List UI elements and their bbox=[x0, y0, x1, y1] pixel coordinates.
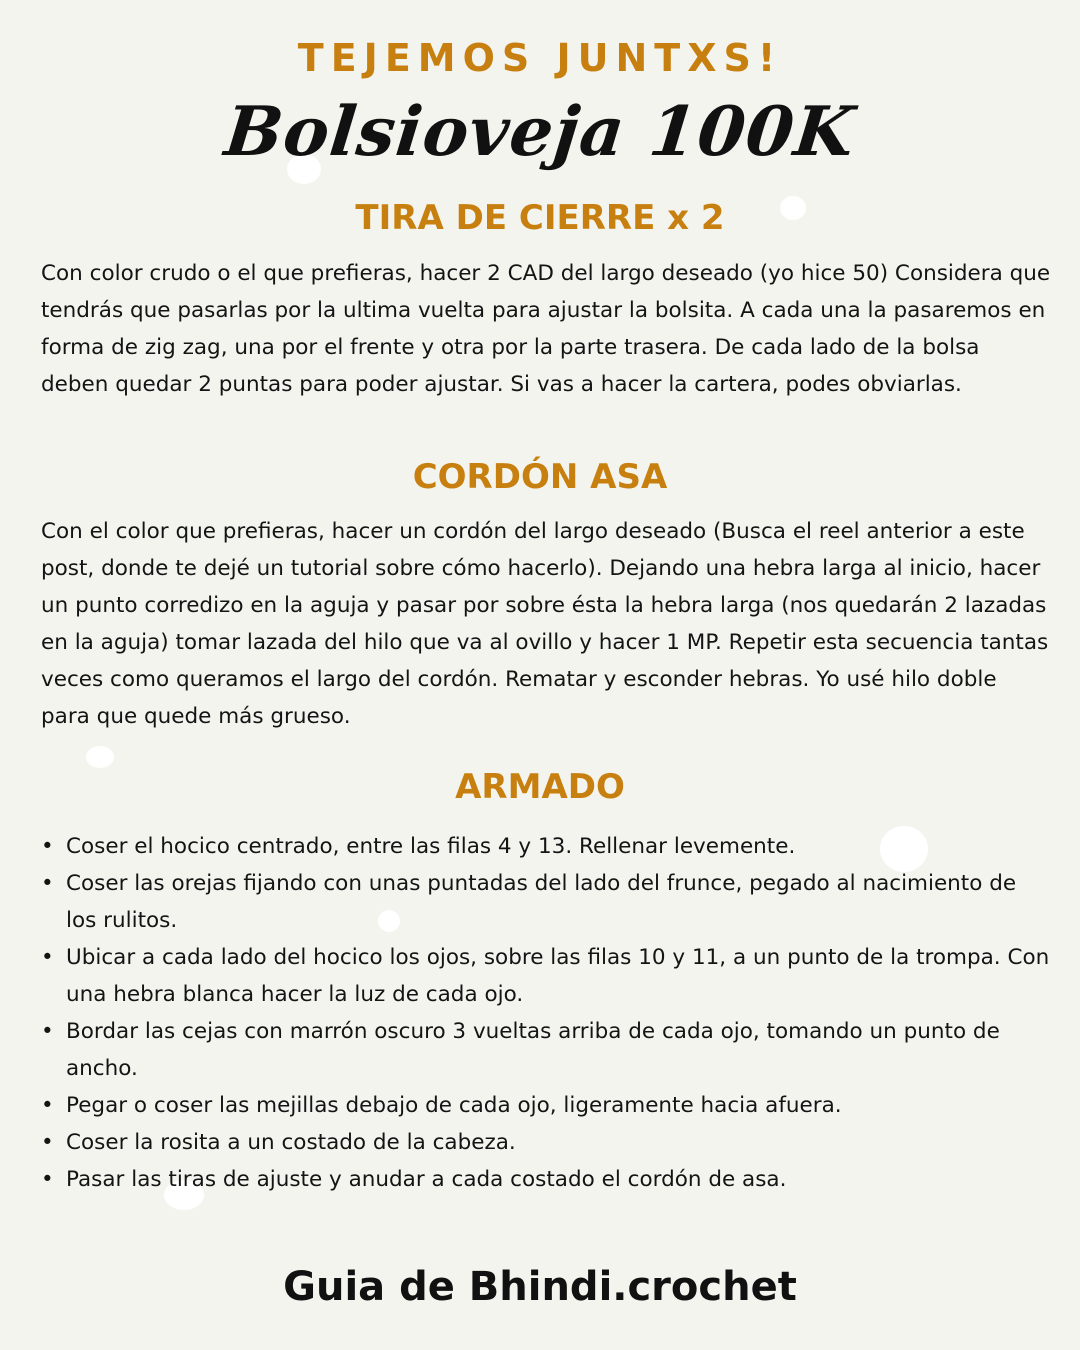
list-item bbox=[41, 828, 1051, 865]
list-item bbox=[41, 939, 1051, 1013]
decorative-dot bbox=[86, 746, 114, 768]
bullet-icon: • bbox=[41, 1130, 54, 1155]
bullet-icon: • bbox=[41, 834, 54, 859]
section-heading-tira: TIRA DE CIERRE x 2 bbox=[355, 198, 725, 238]
kicker-heading: TEJEMOS JUNTXS! bbox=[297, 36, 783, 80]
list-item bbox=[41, 1161, 1051, 1198]
section-heading-cordon: CORDÓN ASA bbox=[412, 457, 668, 497]
bullet-icon: • bbox=[41, 1019, 54, 1044]
list-item bbox=[41, 1124, 1051, 1161]
list-item bbox=[41, 1013, 1051, 1087]
list-item bbox=[41, 1087, 1051, 1124]
list-item-text: Ubicar a cada lado del hocico los ojos, sobre las filas 10 y 11, a un punto de la trompa. Con una hebra blanca hacer la luz de cada ojo. bbox=[66, 945, 1050, 1007]
section-text-cordon: Con el color que prefieras, hacer un cordón del largo deseado (Busca el reel anterior a este post, donde te dejé un tutorial sobre cómo hacerlo). Dejando una hebra larga al inicio, hacer un punto corredizo en la aguja y pasar por sobre ésta la hebra larga (nos quedarán 2 lazadas en la aguja) tomar lazada del hilo que va al ovillo y hacer 1 MP. Repetir esta secuencia tantas veces como queramos el largo del cordón. Rematar y esconder hebras. Yo usé hilo doble para que quede más grueso. bbox=[41, 519, 1049, 729]
list-item-text: Coser las orejas fijando con unas puntadas del lado del frunce, pegado al nacimiento de los rulitos. bbox=[66, 871, 1017, 933]
list-item-text: Pegar o coser las mejillas debajo de cada ojo, ligeramente hacia afuera. bbox=[66, 1093, 842, 1118]
section-heading-armado: ARMADO bbox=[455, 767, 625, 807]
page-title: Bolsioveja 100K bbox=[221, 92, 859, 172]
list-item-text: Coser la rosita a un costado de la cabeza. bbox=[66, 1130, 516, 1155]
list-item-text: Pasar las tiras de ajuste y anudar a cada costado el cordón de asa. bbox=[66, 1167, 787, 1192]
list-item bbox=[41, 865, 1051, 939]
bullet-icon: • bbox=[41, 871, 54, 896]
bullet-icon: • bbox=[41, 945, 54, 970]
assembly-steps-list bbox=[41, 828, 1051, 1198]
section-text-tira: Con color crudo o el que prefieras, hacer 2 CAD del largo deseado (yo hice 50) Considera que tendrás que pasarlas por la ultima vuelta para ajustar la bolsita. A cada una la pasaremos en forma de zig zag, una por el frente y otra por la parte trasera. De cada lado de la bolsa deben quedar 2 puntas para poder ajustar. Si vas a hacer la cartera, podes obviarlas. bbox=[41, 261, 1051, 397]
bullet-icon: • bbox=[41, 1093, 54, 1118]
bullet-icon: • bbox=[41, 1167, 54, 1192]
footer-credit: Guia de Bhindi.crochet bbox=[283, 1264, 797, 1310]
list-item-text: Bordar las cejas con marrón oscuro 3 vueltas arriba de cada ojo, tomando un punto de ancho. bbox=[66, 1019, 1000, 1081]
list-item-text: Coser el hocico centrado, entre las filas 4 y 13. Rellenar levemente. bbox=[66, 834, 796, 859]
